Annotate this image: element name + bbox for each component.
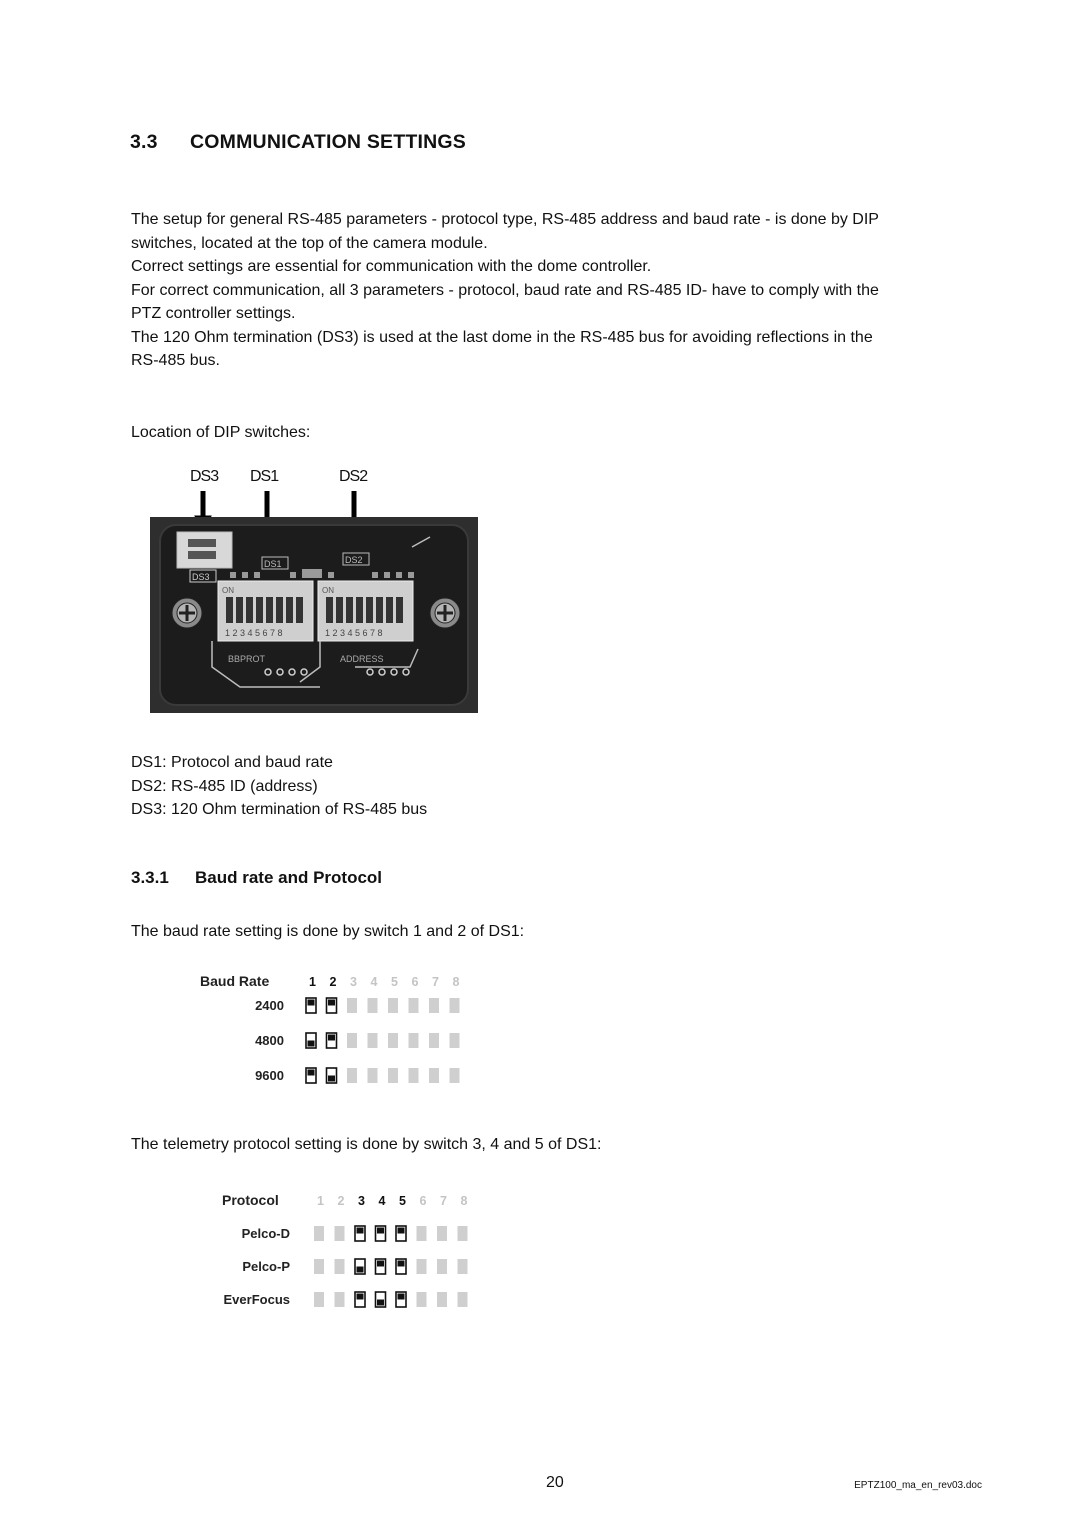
dip-switch-knob [328,1076,335,1082]
dip-switch-inactive [437,1226,447,1241]
dip-switch-inactive [450,1068,460,1083]
dip-switch-inactive [429,1068,439,1083]
dip-switch-knob [377,1261,384,1267]
location-caption: Location of DIP switches: [131,424,311,441]
switch-number: 6 [411,975,419,989]
row-label: 2400 [255,998,284,1013]
dip-switch-inactive [429,998,439,1013]
intro-line: The 120 Ohm termination (DS3) is used at the last dome in the RS-485 bus for avoiding reflections in the [131,328,873,346]
intro-line: PTZ controller settings. [131,305,296,322]
dip-switch-knob [398,1228,405,1234]
switch-number: 3 [358,1194,365,1208]
intro-line: Correct settings are essential for communication with the dome controller. [131,258,652,275]
dip-switch-knob [328,1035,335,1041]
silkscreen-numbers-ds2: 1 2 3 4 5 6 7 8 [325,628,383,638]
dip-switch-knob [308,1041,315,1047]
dip-switch-inactive [368,1033,378,1048]
dip-switch-inactive [347,1068,357,1083]
switch-number: 1 [317,1194,324,1208]
intro-paragraph [131,208,879,373]
legend-ds1: DS1: Protocol and baud rate [131,754,333,771]
subsection-title: Baud rate and Protocol [195,868,383,887]
row-label: 4800 [255,1033,284,1048]
dip-switch-inactive [314,1259,324,1274]
page-number: 20 [546,1474,564,1491]
switch-number: 4 [378,1194,386,1208]
dip-switch-inactive [335,1226,345,1241]
dip-switch-inactive [314,1226,324,1241]
intro-line: switches, located at the top of the camera module. [131,234,488,252]
dip-switch-inactive [458,1226,468,1241]
dip-switch-inactive [388,998,398,1013]
dip-switch-inactive [368,998,378,1013]
table-header: Protocol [222,1192,279,1208]
switch-number: 4 [370,975,378,989]
section-number: 3.3 [130,131,158,153]
section-heading [130,131,466,154]
intro-line: For correct communication, all 3 parameters - protocol, baud rate and RS-485 ID- have to comply with the [131,281,879,299]
screw-right [430,598,460,628]
pcb-illustration [150,517,478,713]
switch-number: 5 [399,1194,406,1208]
silkscreen-right: ADDRESS [340,654,384,664]
row-label: Pelco-D [241,1226,290,1241]
intro-line: The setup for general RS-485 parameters - protocol type, RS-485 address and baud rate - is done by DIP [131,211,879,228]
protocol-table [200,1186,480,1316]
baud-rate-diagram [195,966,475,1096]
dip-switch-inactive [409,998,419,1013]
silkscreen-left: BBPROT [228,654,266,664]
dip-switch-inactive [347,998,357,1013]
dip-switch-inactive [409,1033,419,1048]
dip-switch-inactive [417,1226,427,1241]
dip-switch-inactive [388,1033,398,1048]
dip-switch-knob [377,1300,384,1306]
row-label: EverFocus [223,1292,290,1307]
subsection-heading [131,868,382,888]
dip-switch-inactive [335,1259,345,1274]
legend-ds2: DS2: RS-485 ID (address) [131,777,318,795]
baud-text: The baud rate setting is done by switch 1 and 2 of DS1: [131,923,525,940]
dip-switch-photo [150,517,478,713]
dip-switch-knob [328,1000,335,1006]
dip-switch-inactive [458,1292,468,1307]
intro-line: RS-485 bus. [131,352,220,369]
dip-switch-inactive [429,1033,439,1048]
dip-switch-knob [398,1261,405,1267]
section-title: COMMUNICATION SETTINGS [190,131,466,153]
dip-switch-knob [308,1000,315,1006]
dip-switch-knob [308,1070,315,1076]
dip-switch-knob [357,1267,364,1273]
dip-switch-knob [377,1228,384,1234]
legend-ds3: DS3: 120 Ohm termination of RS-485 bus [131,801,428,818]
silkscreen-on-ds2: ON [322,586,334,595]
protocol-text: The telemetry protocol setting is done by switch 3, 4 and 5 of DS1: [131,1136,602,1153]
dip-switch-inactive [314,1292,324,1307]
switch-number: 5 [391,975,398,989]
photo-label-ds1: DS1 [250,468,279,485]
switch-number: 8 [460,1194,468,1208]
dip-switch-inactive [417,1292,427,1307]
subsection-number: 3.3.1 [131,868,169,887]
dip-switch-inactive [437,1292,447,1307]
switch-number: 8 [452,975,460,989]
document-name: EPTZ100_ma_en_rev03.doc [854,1480,982,1491]
photo-label-ds3: DS3 [190,468,219,485]
dip-switch-inactive [458,1259,468,1274]
switch-number: 6 [419,1194,427,1208]
dip-switch-inactive [437,1259,447,1274]
switch-number: 3 [350,975,357,989]
dip-switch-knob [357,1228,364,1234]
silkscreen-numbers-ds1: 1 2 3 4 5 6 7 8 [225,628,283,638]
switch-number: 7 [432,975,439,989]
silkscreen-ds3: DS3 [192,572,210,582]
switch-number: 7 [440,1194,447,1208]
dip-switch-inactive [347,1033,357,1048]
dip-switch-inactive [388,1068,398,1083]
row-label: Pelco-P [242,1259,290,1274]
dip-switch-knob [357,1294,364,1300]
baud-rate-table [195,966,475,1096]
dip-switch-knob [398,1294,405,1300]
switch-number: 2 [337,1194,345,1208]
dip-switch-inactive [450,998,460,1013]
photo-label-ds2: DS2 [339,468,368,485]
dip-switch-inactive [450,1033,460,1048]
switch-number: 1 [309,975,316,989]
switch-number: 2 [329,975,337,989]
switch-legend [131,751,427,822]
dip-switch-inactive [368,1068,378,1083]
dip-switch-inactive [335,1292,345,1307]
protocol-diagram [200,1186,480,1316]
silkscreen-on-ds1: ON [222,586,234,595]
row-label: 9600 [255,1068,284,1083]
silkscreen-ds1: DS1 [264,559,282,569]
silkscreen-ds2: DS2 [345,555,363,565]
dip-switch-inactive [409,1068,419,1083]
dip-switch-inactive [417,1259,427,1274]
screw-left [172,598,202,628]
table-header: Baud Rate [200,973,270,989]
